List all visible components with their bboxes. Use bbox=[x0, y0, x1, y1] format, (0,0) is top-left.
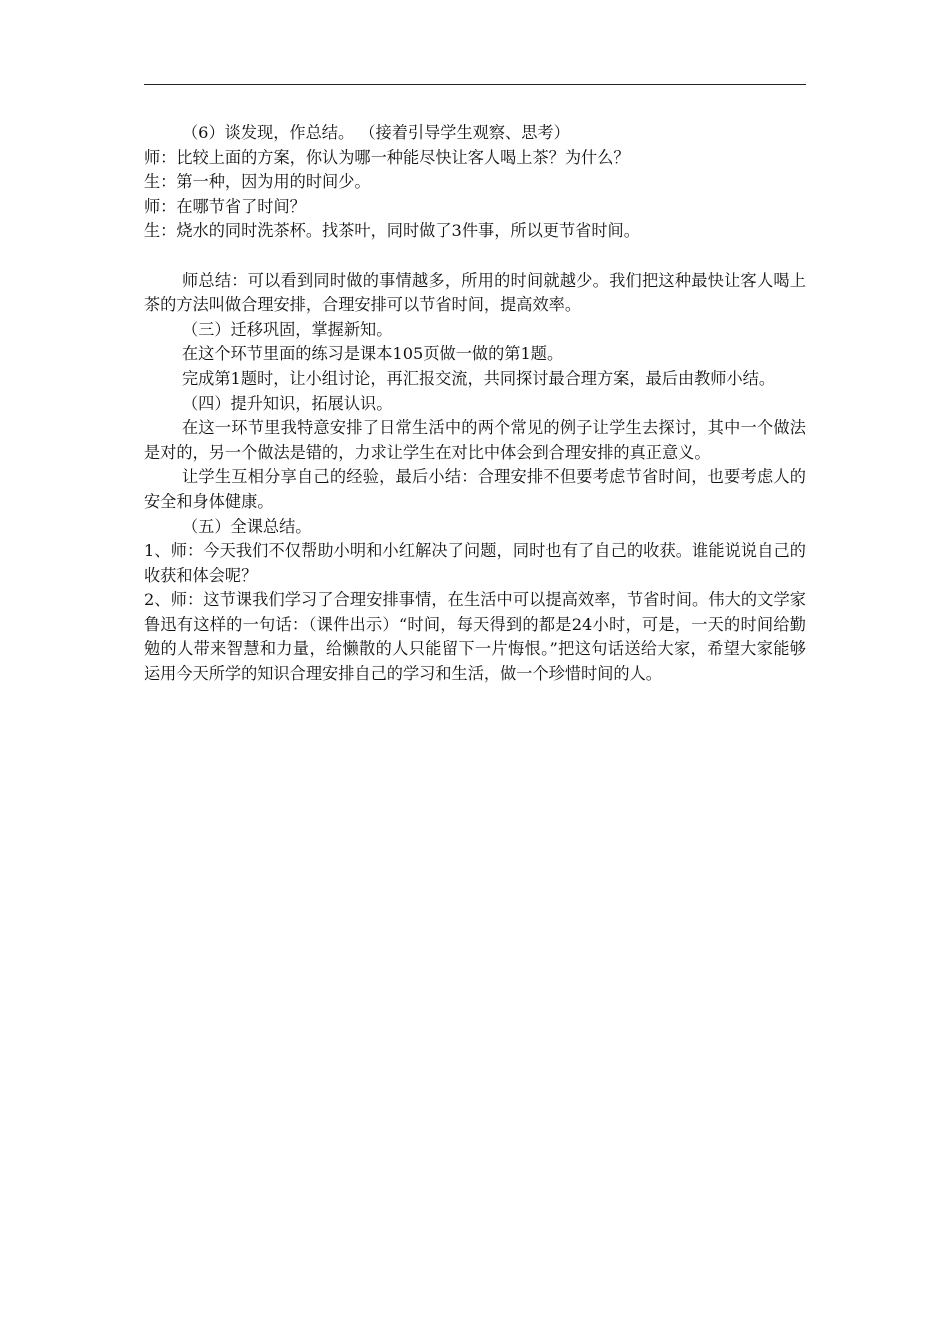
section4-paragraph-2: 让学生互相分享自己的经验，最后小结：合理安排不但要考虑节省时间，也要考虑人的安全和身体健康。 bbox=[144, 467, 806, 511]
section4-heading: （四）提升知识，拓展认识。 bbox=[182, 393, 393, 413]
teacher-question-1: 师：比较上面的方案，你认为哪一种能尽快让客人喝上茶？为什么？ bbox=[144, 147, 630, 167]
section4-paragraph-1: 在这一环节里我特意安排了日常生活中的两个常见的例子让学生去探讨，其中一个做法是对的，另一个做法是错的，力求让学生在对比中体会到合理安排的真正意义。 bbox=[144, 418, 806, 462]
section5-heading: （五）全课总结。 bbox=[182, 516, 312, 536]
summary-item-1: 1、师：今天我们不仅帮助小明和小红解决了问题，同时也有了自己的收获。谁能说说自己的收获和体会呢？ bbox=[144, 541, 806, 585]
summary-item-2: 2、师：这节课我们学习了合理安排事情，在生活中可以提高效率，节省时间。伟大的文学家鲁迅有这样的一句话：（课件出示）“时间，每天得到的都是24小时，可是，一天的时间给勤勉的人带来智慧和力量，给懒散的人只能留下一片悔恨。”把这句话送给大家，希望大家能够运用今天所学的知识合理安排自己的学习和生活，做一个珍惜时间的人。 bbox=[144, 590, 806, 684]
step6-heading: （6）谈发现，作总结。 （接着引导学生观察、思考） bbox=[182, 123, 570, 142]
section3-heading: （三）迁移巩固，掌握新知。 bbox=[182, 319, 393, 339]
document-body bbox=[144, 121, 806, 687]
student-answer-1: 生：第一种，因为用的时间少。 bbox=[144, 172, 371, 192]
blank-line bbox=[144, 244, 806, 269]
header-rule bbox=[144, 84, 806, 85]
section3-exercise-line: 在这个环节里面的练习是课本105页做一做的第1题。 bbox=[182, 344, 564, 364]
section3-paragraph: 完成第1题时，让小组讨论，再汇报交流，共同探讨最合理方案，最后由教师小结。 bbox=[182, 368, 776, 388]
student-answer-2: 生：烧水的同时洗茶杯。找茶叶，同时做了3件事，所以更节省时间。 bbox=[144, 221, 640, 241]
teacher-question-2: 师：在哪节省了时间？ bbox=[144, 196, 306, 216]
teacher-summary-paragraph: 师总结：可以看到同时做的事情越多，所用的时间就越少。我们把这种最快让客人喝上茶的方法叫做合理安排，合理安排可以节省时间，提高效率。 bbox=[144, 270, 806, 315]
